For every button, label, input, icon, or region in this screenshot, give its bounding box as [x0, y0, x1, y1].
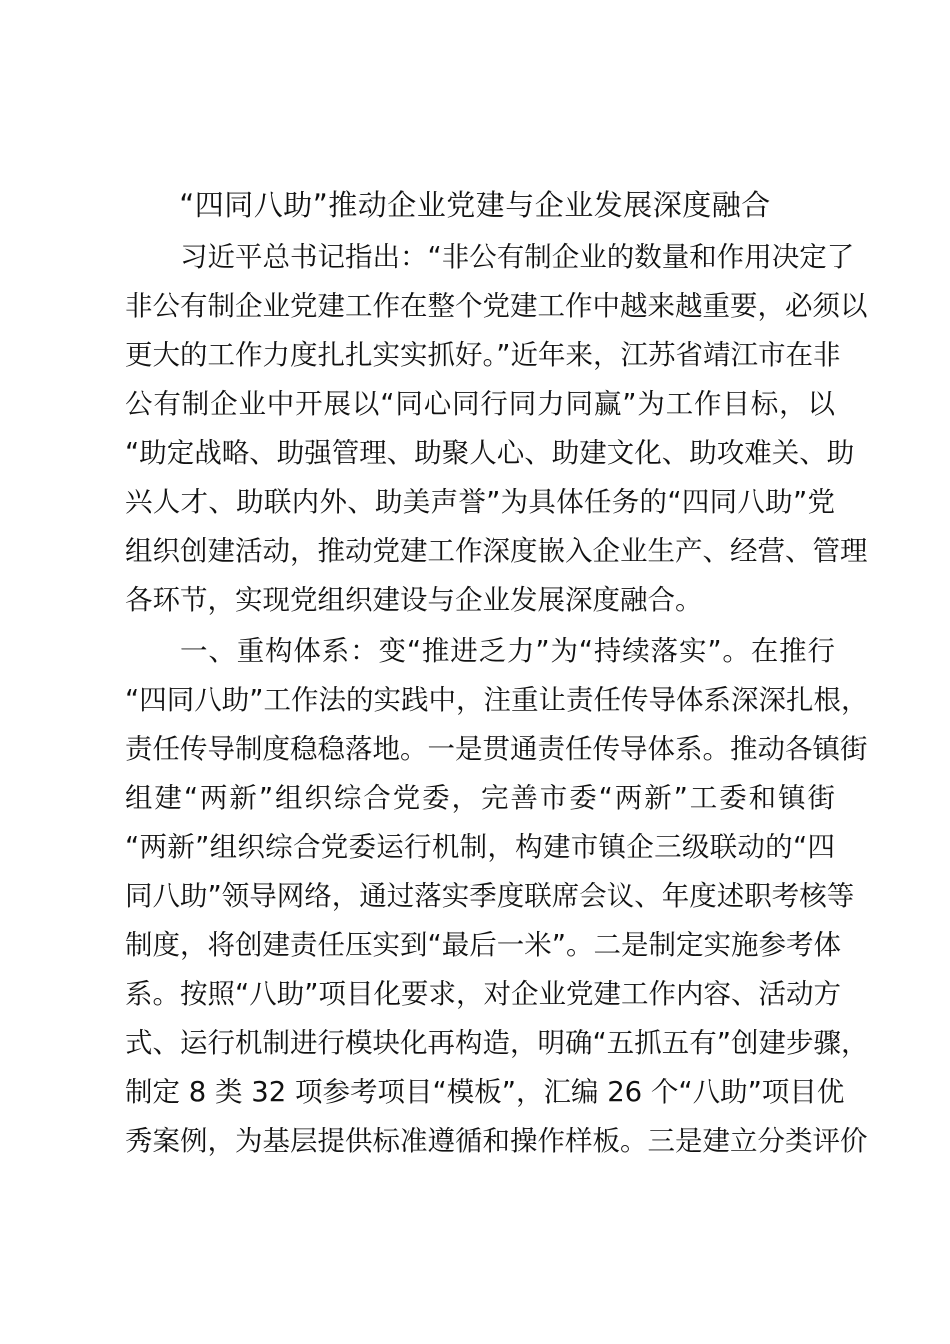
paragraph-1 [125, 233, 868, 625]
text-line: 公有制企业中开展以“同心同行同力同赢”为工作目标，以 [125, 388, 835, 420]
text-line: 秀案例，为基层提供标准遵循和操作样板。三是建立分类评价 [125, 1125, 868, 1157]
text-line: “两新”组织综合党委运行机制，构建市镇企三级联动的“四 [125, 831, 835, 863]
text-line: 组建“两新”组织综合党委，完善市委“两新”工委和镇街 [125, 782, 835, 814]
text-line: 制定 8 类 32 项参考项目“模板”，汇编 26 个“八助”项目优 [125, 1076, 845, 1108]
text-line: 同八助”领导网络，通过落实季度联席会议、年度述职考核等 [125, 880, 855, 912]
text-line: “助定战略、助强管理、助聚人心、助建文化、助攻难关、助 [125, 437, 855, 469]
text-line: 更大的工作力度扎扎实实抓好。”近年来，江苏省靖江市在非 [125, 339, 841, 371]
text-line: 制度，将创建责任压实到“最后一米”。二是制定实施参考体 [125, 929, 841, 961]
text-line: 组织创建活动，推动党建工作深度嵌入企业生产、经营、管理 [125, 535, 868, 567]
text-line: 式、运行机制进行模块化再构造，明确“五抓五有”创建步骤， [125, 1027, 869, 1059]
text-line: 一、重构体系：变“推进乏力”为“持续落实”。在推行 [180, 635, 835, 667]
paragraph-2 [125, 627, 869, 1166]
text-line: 各环节，实现党组织建设与企业发展深度融合。 [125, 584, 703, 616]
text-line: 责任传导制度稳稳落地。一是贯通责任传导体系。推动各镇街 [125, 733, 868, 765]
text-line: 系。按照“八助”项目化要求，对企业党建工作内容、活动方 [125, 978, 841, 1010]
document-title: “四同八助”推动企业党建与企业发展深度融合 [179, 188, 771, 222]
text-line: 习近平总书记指出：“非公有制企业的数量和作用决定了 [180, 241, 855, 273]
text-line: 非公有制企业党建工作在整个党建工作中越来越重要，必须以 [125, 290, 868, 322]
text-line: “四同八助”工作法的实践中，注重让责任传导体系深深扎根， [125, 684, 869, 716]
text-line: 兴人才、助联内外、助美声誉”为具体任务的“四同八助”党 [125, 486, 835, 518]
